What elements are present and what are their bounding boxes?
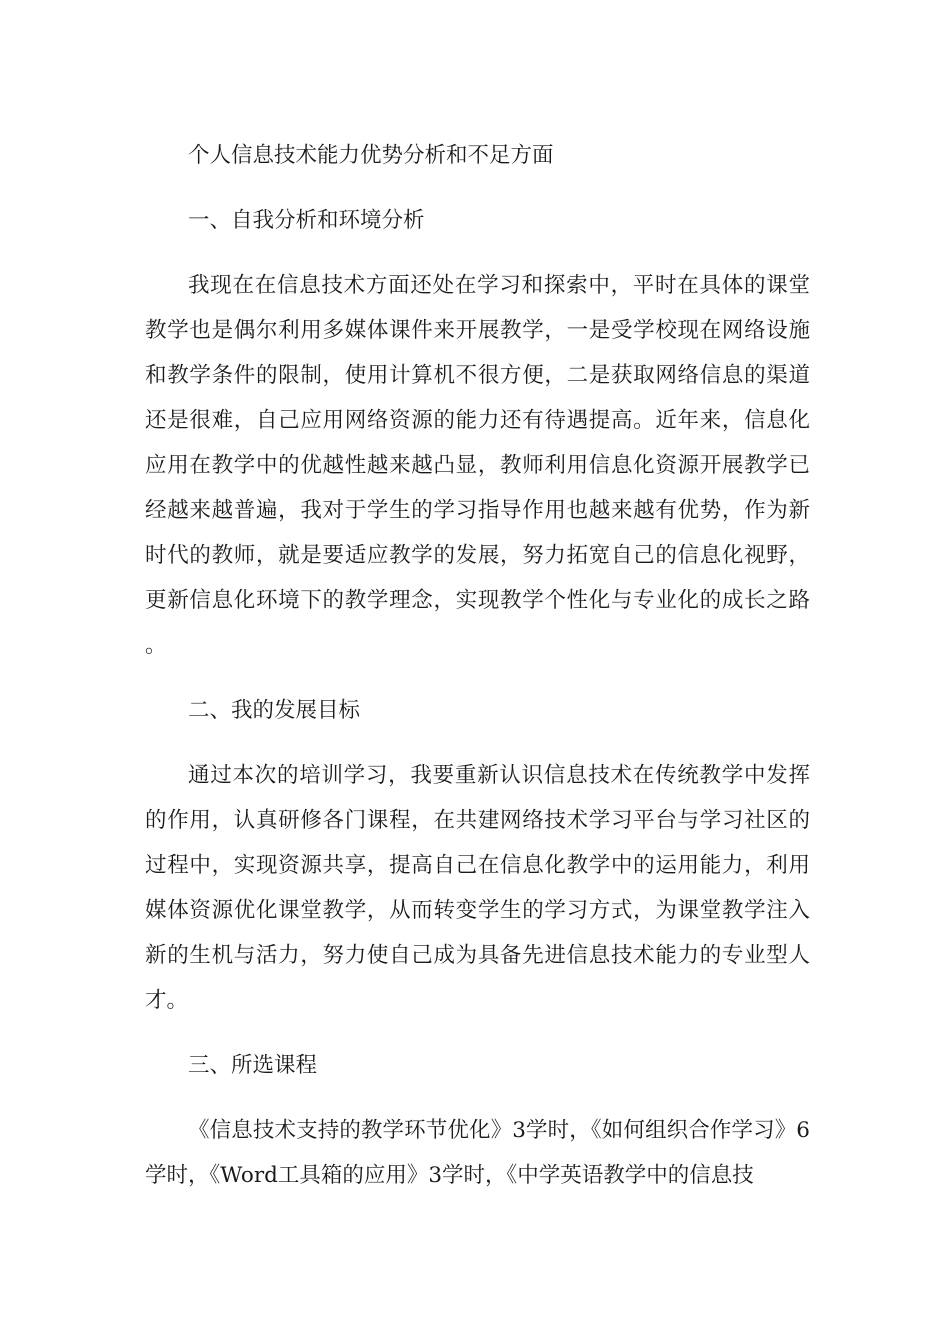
- document-title: 个人信息技术能力优势分析和不足方面: [188, 143, 554, 168]
- section-body-development-goals: 通过本次的培训学习，我要重新认识信息技术在传统教学中发挥的作用，认真研修各门课程，在共建网络技术学习平台与学习社区的过程中，实现资源共享，提高自己在信息化教学中的运用能力，利用媒体资源优化课堂教学，从而转变学生的学习方式，为课堂教学注入新的生机与活力，努力使自己成为具备先进信息技术能力的专业型人才。: [145, 763, 810, 1013]
- section-heading-development-goals: 二、我的发展目标: [188, 698, 361, 723]
- section-heading-self-analysis: 一、自我分析和环境分析: [188, 208, 425, 233]
- document-body: [145, 133, 810, 1218]
- section-heading-selected-courses: 三、所选课程: [188, 1053, 318, 1078]
- section-body-self-analysis: 我现在在信息技术方面还处在学习和探索中，平时在具体的课堂教学也是偶尔利用多媒体课件来开展教学，一是受学校现在网络设施和教学条件的限制，使用计算机不很方便，二是获取网络信息的渠道还是很难，自己应用网络资源的能力还有待遇提高。近年来，信息化应用在教学中的优越性越来越凸显，教师利用信息化资源开展教学已经越来越普遍，我对于学生的学习指导作用也越来越有优势，作为新时代的教师，就是要适应教学的发展，努力拓宽自己的信息化视野，更新信息化环境下的教学理念，实现教学个性化与专业化的成长之路。: [145, 273, 810, 658]
- section-body-selected-courses: 《信息技术支持的教学环节优化》3学时，《如何组织合作学习》6学时，《Word工具箱的应用》3学时，《中学英语教学中的信息技: [145, 1118, 810, 1188]
